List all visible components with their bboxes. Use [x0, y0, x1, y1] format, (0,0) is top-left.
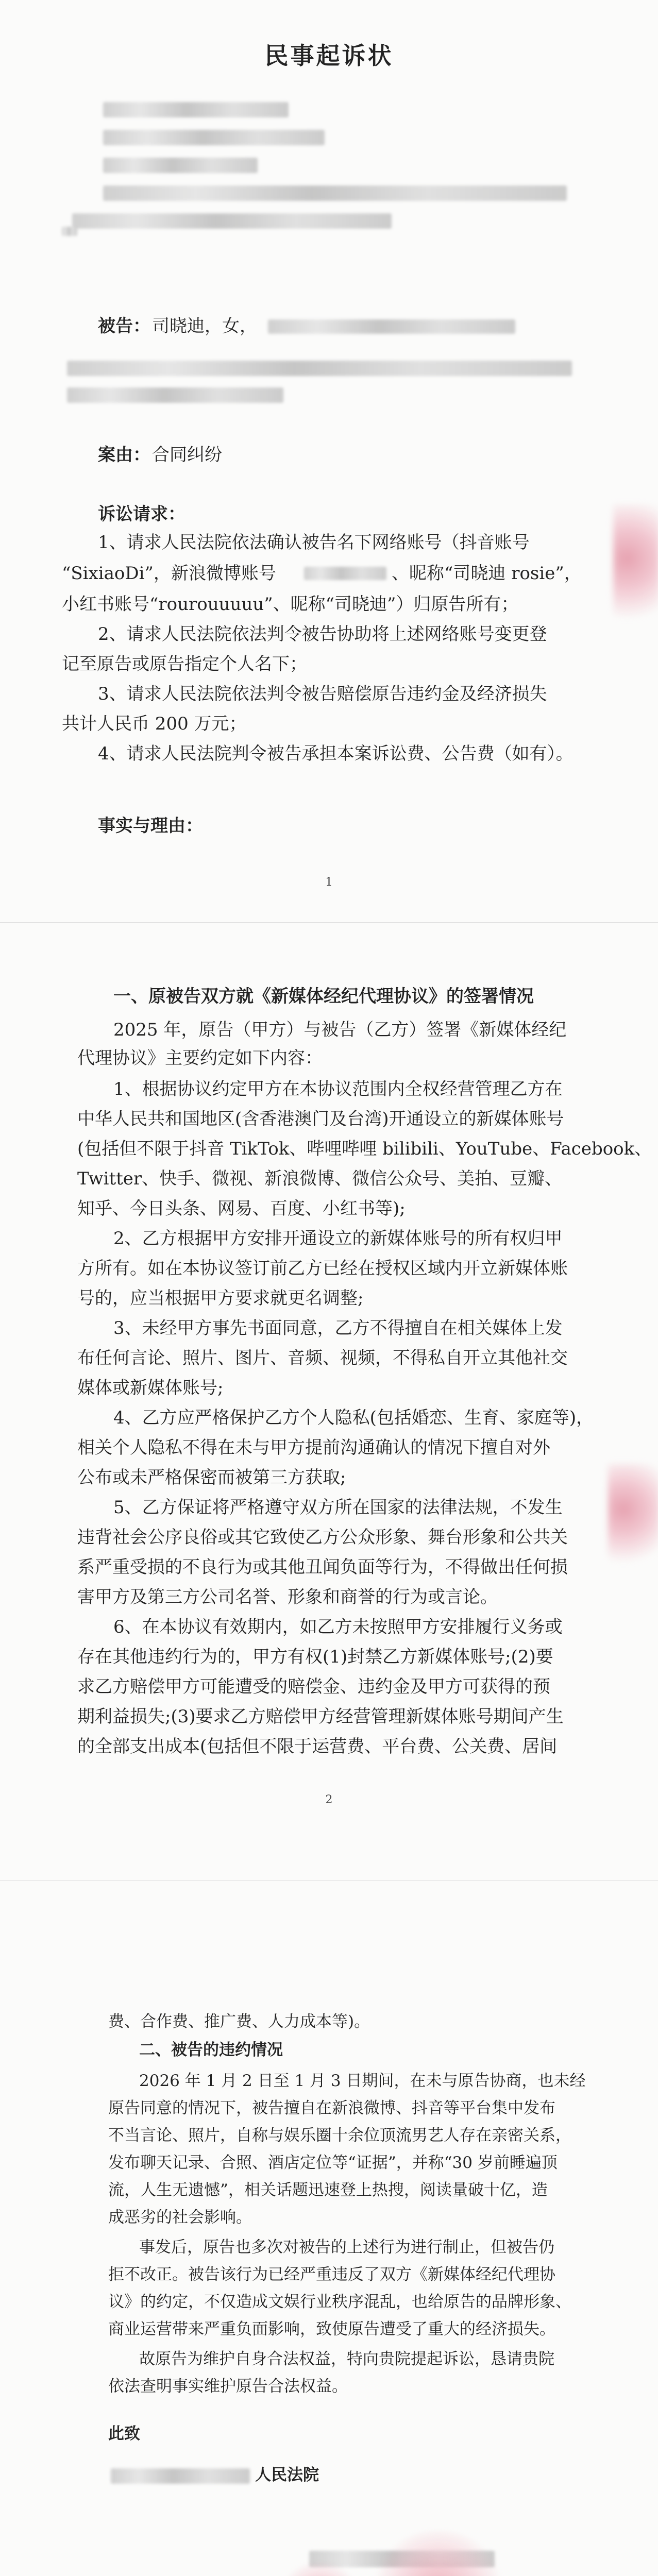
body-line: 相关个人隐私不得在未与甲方提前沟通确认的情况下擅自对外	[77, 1437, 550, 1458]
redacted-block	[103, 130, 325, 145]
claim-line: 1、请求人民法院依法确认被告名下网络账号（抖音账号	[98, 532, 530, 553]
body-line: 流，人生无遗憾”，相关话题迅速登上热搜，阅读量破十亿，造	[108, 2181, 548, 2199]
body-line: 发布聊天记录、合照、酒店定位等“证据”，并称“30 岁前睡遍顶	[108, 2154, 558, 2172]
body-line: 2026 年 1 月 2 日至 1 月 3 日期间，在未与原告协商，也未经	[139, 2072, 586, 2090]
redacted-block	[268, 319, 515, 334]
page-number: 2	[325, 1793, 333, 1806]
salutation: 此致	[108, 2425, 140, 2443]
cause-value: 合同纠纷	[152, 445, 222, 465]
claim-line: 共计人民币 200 万元；	[62, 714, 247, 734]
body-line: 害甲方及第三方公司名誉、形象和商誉的行为或言论。	[77, 1587, 498, 1607]
seal-stamp	[613, 505, 658, 639]
body-line: 知乎、今日头条、网易、百度、小红书等);	[77, 1198, 406, 1219]
page-2	[0, 922, 658, 1880]
claim-line: 小红书账号“rourouuuuu”、昵称“司晓迪”）归原告所有；	[62, 594, 519, 615]
body-line: 期利益损失;(3)要求乙方赔偿甲方经营管理新媒体账号期间产生	[77, 1706, 564, 1727]
section-heading: 一、原被告双方就《新媒体经纪代理协议》的签署情况	[113, 986, 534, 1007]
redacted-block	[103, 158, 258, 173]
body-line: 求乙方赔偿甲方可能遭受的赔偿金、违约金及甲方可获得的预	[77, 1676, 550, 1697]
redacted-block	[72, 213, 392, 229]
body-line: 媒体或新媒体账号;	[77, 1378, 224, 1398]
page-number: 1	[325, 876, 333, 889]
redacted-block	[304, 567, 386, 580]
defendant-name: 司晓迪，女，	[152, 316, 257, 336]
seal-stamp	[608, 1464, 658, 1577]
body-line: 中华人民共和国地区(含香港澳门及台湾)开通设立的新媒体账号	[77, 1109, 564, 1129]
body-line: 议》的约定，不仅造成文娱行业秩序混乱，也给原告的品牌形象、	[108, 2293, 571, 2311]
redacted-block	[67, 387, 283, 403]
body-line: 号的，应当根据甲方要求就更名调整;	[77, 1288, 364, 1309]
body-line: 1、根据协议约定甲方在本协议范围内全权经营管理乙方在	[113, 1079, 563, 1099]
body-line: 布任何言论、照片、图片、音频、视频，不得私自开立其他社交	[77, 1348, 568, 1368]
defendant-label: 被告：	[98, 316, 150, 336]
body-line: 成恶劣的社会影响。	[108, 2208, 252, 2227]
body-line: 事发后，原告也多次对被告的上述行为进行制止，但被告仍	[139, 2238, 554, 2257]
body-line: 原告同意的情况下，被告擅自在新浪微博、抖音等平台集中发布	[108, 2099, 555, 2117]
body-line: 4、乙方应严格保护乙方个人隐私(包括婚恋、生育、家庭等)，	[113, 1408, 594, 1428]
body-line: 费、合作费、推广费、人力成本等)。	[108, 2012, 370, 2031]
body-line: 的全部支出成本(包括但不限于运营费、平台费、公关费、居间	[77, 1736, 558, 1757]
body-line: Twitter、快手、微视、新浪微博、微信公众号、美拍、豆瓣、	[77, 1168, 563, 1189]
body-line: 违背社会公序良俗或其它致使乙方公众形象、舞台形象和公共关	[77, 1527, 568, 1548]
body-line: 5、乙方保证将严格遵守双方所在国家的法律法规，不发生	[113, 1497, 563, 1518]
facts-heading: 事实与理由：	[98, 816, 203, 836]
claim-line: 4、请求人民法院判令被告承担本案诉讼费、公告费（如有）。	[98, 743, 573, 764]
page-1	[0, 0, 658, 922]
page-3	[0, 1880, 658, 2576]
body-line: 2、乙方根据甲方安排开通设立的新媒体账号的所有权归甲	[113, 1228, 563, 1249]
body-line: 拒不改正。被告该行为已经严重违反了双方《新媒体经纪代理协	[108, 2265, 555, 2284]
body-line: 故原告为维护自身合法权益，特向贵院提起诉讼，恳请贵院	[139, 2350, 554, 2368]
claim-line: 3、请求人民法院依法判令被告赔偿原告违约金及经济损失	[98, 684, 547, 704]
body-line: 系严重受损的不良行为或其他丑闻负面等行为，不得做出任何损	[77, 1557, 568, 1578]
redacted-block	[67, 361, 572, 376]
body-line: 依法查明事实维护原告合法权益。	[108, 2377, 348, 2396]
body-line: (包括但不限于抖音 TikTok、哔哩哔哩 bilibili、YouTube、Facebook、	[77, 1139, 652, 1159]
claim-line: 2、请求人民法院依法判令被告协助将上述网络账号变更登	[98, 624, 547, 645]
body-line: 不当言论、照片，自称与娱乐圈十余位顶流男艺人存在亲密关系，	[108, 2126, 571, 2145]
redacted-block	[103, 185, 567, 201]
body-line: 3、未经甲方事先书面同意，乙方不得擅自在相关媒体上发	[113, 1318, 563, 1338]
court-name: 人民法院	[255, 2466, 319, 2484]
body-line: 公布或未严格保密而被第三方获取;	[77, 1467, 346, 1488]
document-title: 民事起诉状	[264, 42, 394, 70]
redacted-block	[103, 102, 289, 117]
claim-line: 记至原告或原告指定个人名下；	[62, 654, 307, 674]
redacted-block	[111, 2468, 250, 2484]
seal-stamp	[371, 2530, 505, 2576]
cause-label: 案由：	[98, 445, 150, 465]
claims-heading: 诉讼请求：	[98, 504, 185, 524]
body-line: 存在其他违约行为的，甲方有权(1)封禁乙方新媒体账号;(2)要	[77, 1647, 553, 1667]
redacted-block	[62, 227, 77, 236]
section-heading: 二、被告的违约情况	[139, 2041, 283, 2059]
body-line: 代理协议》主要约定如下内容：	[77, 1048, 323, 1069]
body-line: 2025 年，原告（甲方）与被告（乙方）签署《新媒体经纪	[113, 1020, 567, 1040]
body-line: 方所有。如在本协议签订前乙方已经在授权区域内开立新媒体账	[77, 1258, 568, 1279]
body-line: 6、在本协议有效期内，如乙方未按照甲方安排履行义务或	[113, 1617, 563, 1637]
claim-line: 、昵称“司晓迪 rosie”，	[392, 563, 582, 584]
claim-line: “SixiaoDi”，新浪微博账号	[62, 563, 276, 584]
body-line: 商业运营带来严重负面影响，致使原告遭受了重大的经济损失。	[108, 2320, 555, 2338]
